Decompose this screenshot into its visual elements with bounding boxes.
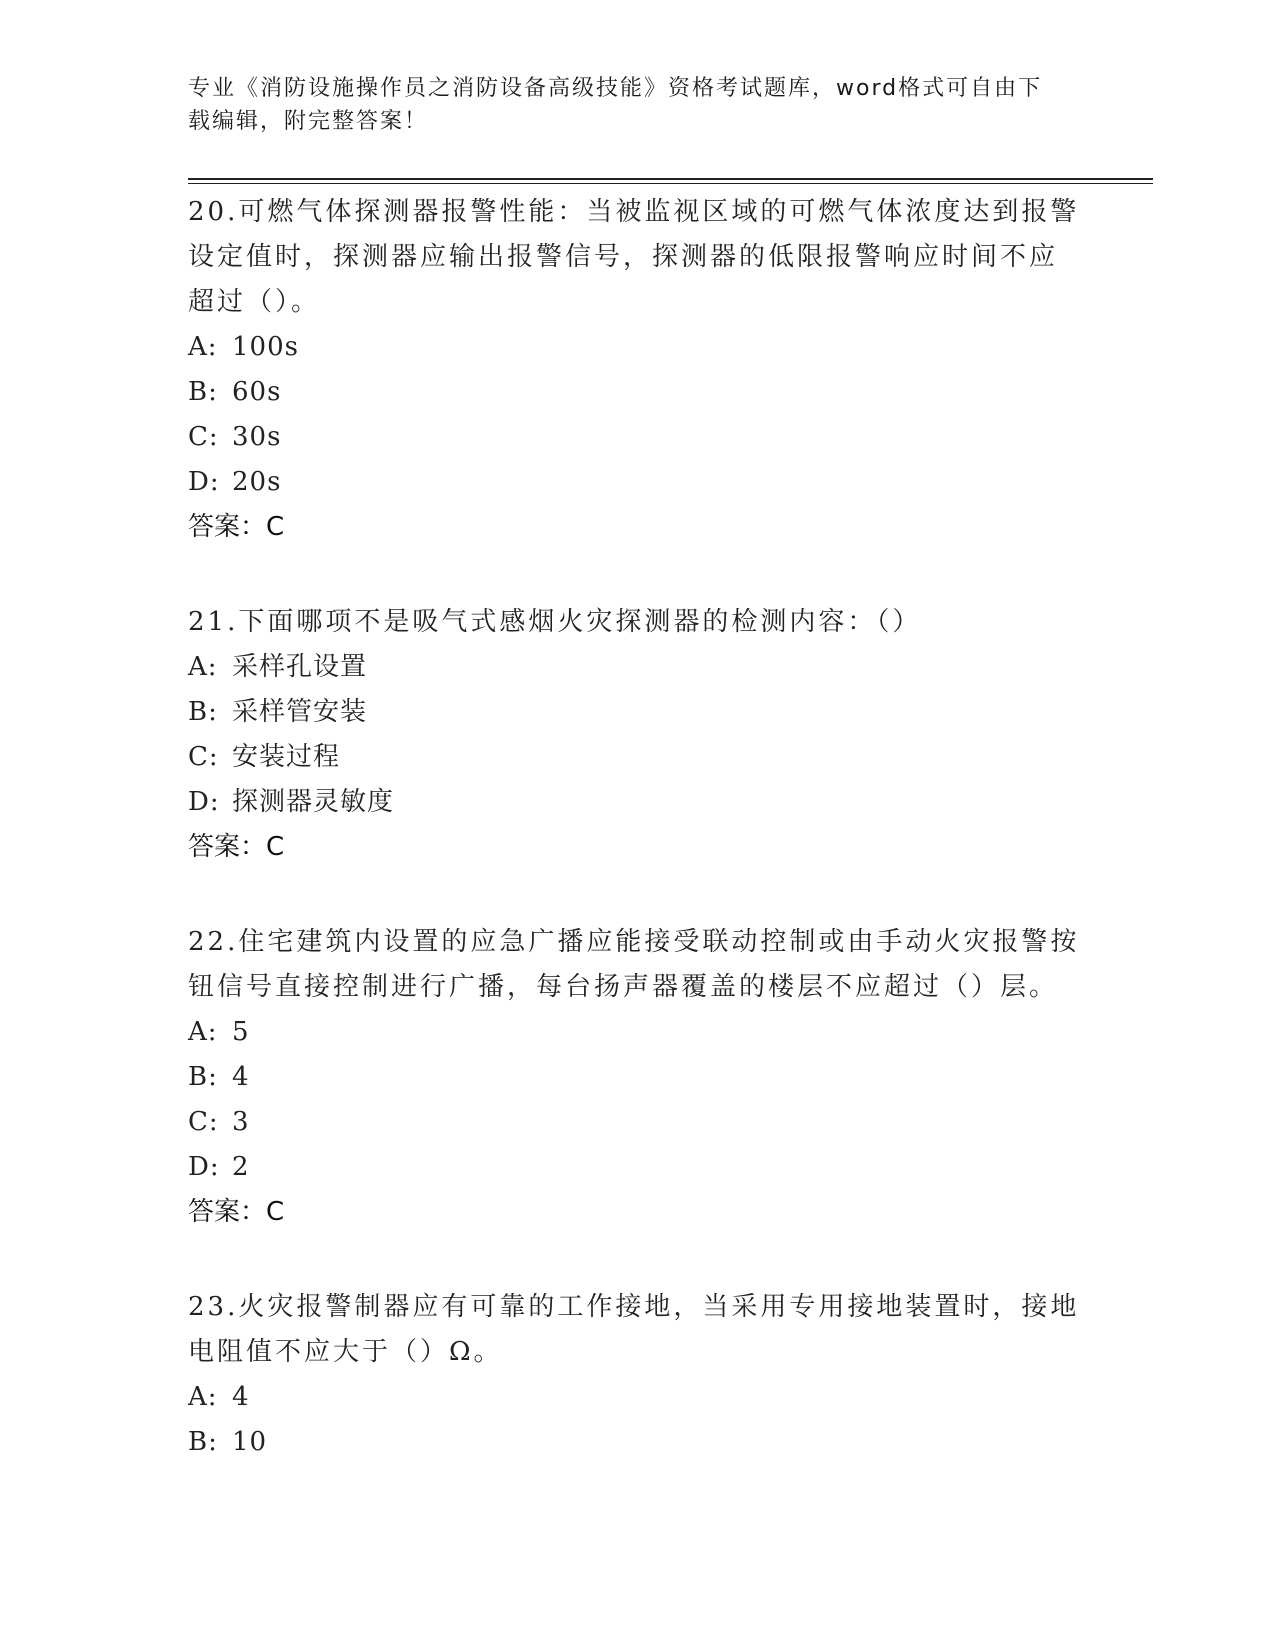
- question-text-line: 钮信号直接控制进行广播，每台扬声器覆盖的楼层不应超过（）层。: [188, 972, 1059, 1002]
- question-text-line: 22.住宅建筑内设置的应急广播应能接受联动控制或由手动火灾报警按: [188, 927, 1080, 957]
- option-label: C:: [188, 742, 219, 772]
- option-label: A:: [188, 1017, 218, 1047]
- header-line-1: 专业《消防设施操作员之消防设备高级技能》资格考试题库，word格式可自由下: [188, 76, 1043, 101]
- header-line-2: 载编辑，附完整答案！: [188, 109, 429, 134]
- option-a: [188, 1010, 1088, 1055]
- option-text: 30s: [232, 422, 282, 452]
- option-text: 采样管安装: [232, 697, 368, 727]
- option-text: 安装过程: [232, 742, 341, 772]
- option-text: 2: [232, 1152, 250, 1182]
- question-text-line: 电阻值不应大于（）Ω。: [188, 1337, 503, 1367]
- question-text-line: 设定值时，探测器应输出报警信号，探测器的低限报警响应时间不应: [188, 242, 1059, 272]
- option-text: 60s: [232, 377, 282, 407]
- header-divider-thin: [188, 183, 1153, 184]
- option-text: 4: [232, 1062, 250, 1092]
- option-label: C:: [188, 1107, 219, 1137]
- option-a: [188, 325, 1088, 370]
- option-label: A:: [188, 652, 218, 682]
- option-label: B:: [188, 697, 218, 727]
- question-22: [188, 920, 1088, 1235]
- question-20: [188, 190, 1088, 550]
- question-21: [188, 600, 1088, 870]
- option-b: [188, 1055, 1088, 1100]
- option-text: 100s: [232, 332, 299, 362]
- header-divider-thick: [188, 178, 1153, 180]
- option-text: 3: [232, 1107, 250, 1137]
- option-d: [188, 460, 1088, 505]
- question-text-line: 21.下面哪项不是吸气式感烟火灾探测器的检测内容：（）: [188, 607, 922, 637]
- option-text: 探测器灵敏度: [232, 787, 395, 817]
- option-label: A:: [188, 332, 218, 362]
- document-header: [188, 72, 1068, 138]
- option-label: C:: [188, 422, 219, 452]
- option-b: [188, 370, 1088, 415]
- option-text: 采样孔设置: [232, 652, 368, 682]
- option-c: [188, 735, 1088, 780]
- option-d: [188, 780, 1088, 825]
- option-label: B:: [188, 1062, 218, 1092]
- answer: 答案：C: [188, 832, 285, 862]
- option-label: D:: [188, 467, 220, 497]
- option-a: [188, 645, 1088, 690]
- option-label: A:: [188, 1382, 218, 1412]
- option-text: 10: [232, 1427, 268, 1457]
- option-b: [188, 690, 1088, 735]
- question-list: [188, 190, 1088, 1515]
- option-a: [188, 1375, 1088, 1420]
- option-label: B:: [188, 377, 218, 407]
- option-label: D:: [188, 787, 220, 817]
- question-23: [188, 1285, 1088, 1465]
- option-label: B:: [188, 1427, 218, 1457]
- option-b: [188, 1420, 1088, 1465]
- option-c: [188, 1100, 1088, 1145]
- question-text-line: 20.可燃气体探测器报警性能：当被监视区域的可燃气体浓度达到报警: [188, 197, 1080, 227]
- question-text-line: 超过（）。: [188, 287, 321, 317]
- answer: 答案：C: [188, 1197, 285, 1227]
- answer: 答案：C: [188, 512, 285, 542]
- question-text-line: 23.火灾报警制器应有可靠的工作接地，当采用专用接地装置时，接地: [188, 1292, 1080, 1322]
- option-text: 5: [232, 1017, 250, 1047]
- option-text: 20s: [232, 467, 282, 497]
- option-c: [188, 415, 1088, 460]
- option-d: [188, 1145, 1088, 1190]
- option-label: D:: [188, 1152, 220, 1182]
- option-text: 4: [232, 1382, 250, 1412]
